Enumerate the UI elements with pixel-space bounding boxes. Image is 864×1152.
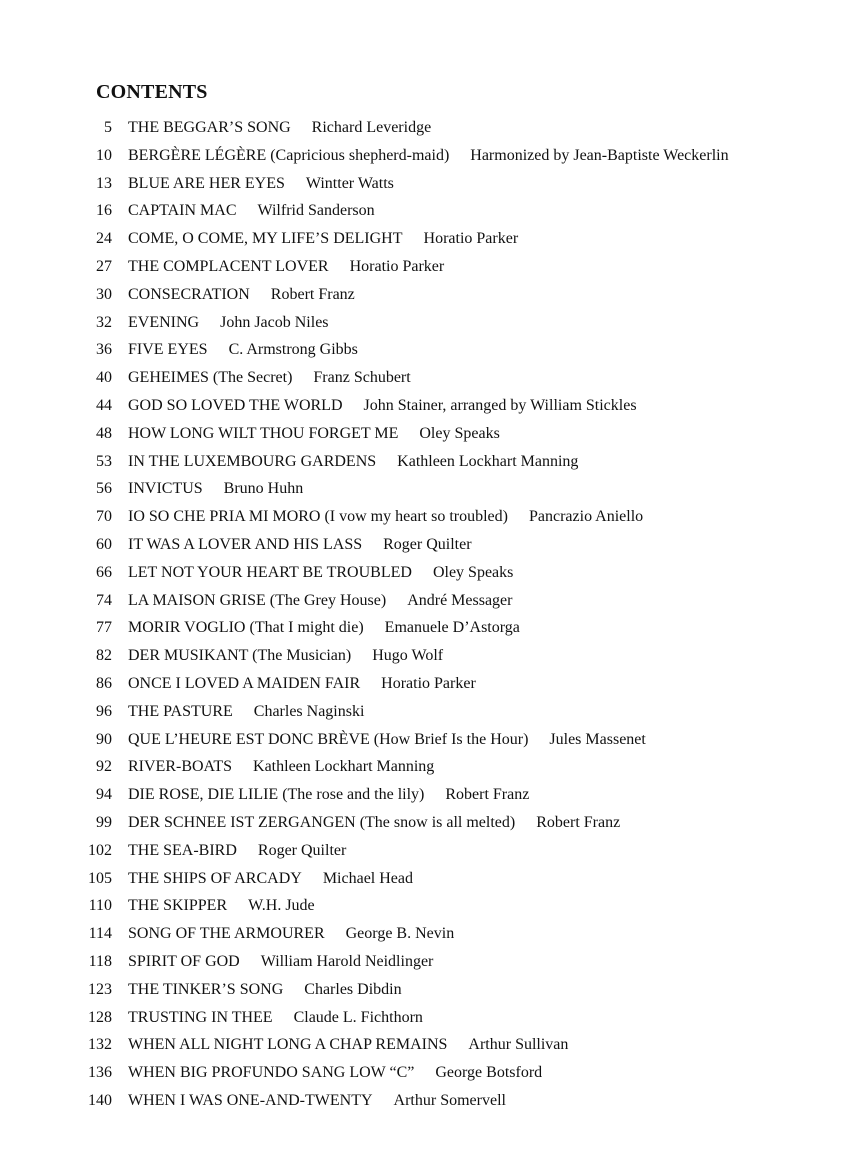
entry-composer: Kathleen Lockhart Manning [253, 758, 435, 776]
entry-song-title: THE SKIPPER [128, 897, 228, 915]
contents-entry [0, 397, 729, 425]
entry-song-title: GEHEIMES (The Secret) [128, 369, 293, 387]
entry-page-number: 44 [96, 396, 112, 414]
entry-composer: Horatio Parker [349, 257, 445, 275]
entry-song-title: THE PASTURE [128, 702, 233, 720]
entry-page-number: 60 [96, 535, 112, 553]
entry-page-number: 102 [88, 841, 112, 859]
entry-page-number: 27 [96, 257, 112, 275]
entry-page-number: 92 [96, 758, 112, 776]
entry-composer: Emanuele D’Astorga [384, 619, 520, 637]
entry-song-title: THE TINKER’S SONG [128, 980, 284, 998]
entry-page-number: 32 [96, 313, 112, 331]
entry-composer: Horatio Parker [381, 674, 476, 692]
entry-composer: Claude L. Fichthorn [293, 1008, 423, 1026]
contents-entry [0, 731, 729, 759]
entry-composer: Wintter Watts [305, 174, 394, 192]
page-title: CONTENTS [96, 81, 208, 103]
entry-song-title: HOW LONG WILT THOU FORGET ME [128, 424, 399, 442]
entry-page-number: 105 [88, 869, 112, 887]
entry-composer: Pancrazio Aniello [528, 508, 644, 526]
entry-song-title: DER MUSIKANT (The Musician) [128, 647, 352, 665]
contents-entry [0, 508, 729, 536]
entry-page-number: 16 [96, 202, 112, 220]
contents-entry [0, 953, 729, 981]
entry-composer: Arthur Sullivan [468, 1036, 569, 1054]
contents-entry [0, 202, 729, 230]
entry-composer: Franz Schubert [313, 369, 411, 387]
entry-song-title: TRUSTING IN THEE [128, 1008, 273, 1026]
entry-song-title: IT WAS A LOVER AND HIS LASS [128, 535, 363, 553]
entry-page-number: 140 [88, 1091, 112, 1109]
entry-composer: John Stainer, arranged by William Stickles [363, 396, 637, 414]
contents-entry [0, 592, 729, 620]
entry-song-title: DER SCHNEE IST ZERGANGEN (The snow is all melted) [128, 813, 516, 831]
entry-page-number: 53 [96, 452, 112, 470]
entry-song-title: CONSECRATION [128, 285, 250, 303]
contents-entry [0, 703, 729, 731]
contents-entry [0, 814, 729, 842]
entry-page-number: 74 [96, 591, 112, 609]
contents-entry [0, 647, 729, 675]
entry-composer: Arthur Somervell [393, 1091, 506, 1109]
entry-composer: Robert Franz [445, 786, 530, 804]
entry-composer: Charles Naginski [253, 702, 365, 720]
entry-song-title: WHEN I WAS ONE-AND-TWENTY [128, 1091, 373, 1109]
contents-entry [0, 564, 729, 592]
entry-page-number: 114 [88, 925, 112, 943]
entry-composer: Hugo Wolf [372, 647, 444, 665]
contents-entry [0, 842, 729, 870]
entry-composer: Richard Leveridge [311, 119, 432, 136]
entry-page-number: 118 [88, 952, 112, 970]
contents-list [0, 119, 729, 1120]
entry-composer: Oley Speaks [419, 424, 500, 442]
contents-entry [0, 119, 729, 147]
entry-page-number: 123 [88, 980, 112, 998]
entry-composer: Robert Franz [270, 285, 355, 303]
entry-song-title: ONCE I LOVED A MAIDEN FAIR [128, 674, 361, 692]
entry-song-title: CAPTAIN MAC [128, 202, 237, 220]
entry-page-number: 96 [96, 702, 112, 720]
contents-entry [0, 1064, 729, 1092]
contents-entry [0, 147, 729, 175]
contents-entry [0, 1092, 729, 1120]
entry-page-number: 99 [96, 813, 112, 831]
entry-composer: George B. Nevin [345, 925, 455, 943]
entry-page-number: 128 [88, 1008, 112, 1026]
contents-entry [0, 453, 729, 481]
entry-song-title: THE COMPLACENT LOVER [128, 257, 329, 275]
entry-composer: George Botsford [435, 1064, 543, 1082]
entry-composer: Wilfrid Sanderson [257, 202, 375, 220]
entry-page-number: 10 [96, 146, 112, 164]
contents-entry [0, 786, 729, 814]
contents-entry [0, 1009, 729, 1037]
entry-song-title: IO SO CHE PRIA MI MORO (I vow my heart so troubled) [128, 508, 508, 526]
entry-page-number: 136 [88, 1064, 112, 1082]
entry-page-number: 56 [96, 480, 112, 498]
entry-song-title: GOD SO LOVED THE WORLD [128, 396, 343, 414]
entry-song-title: INVICTUS [128, 480, 203, 498]
entry-page-number: 132 [88, 1036, 112, 1054]
entry-page-number: 86 [96, 674, 112, 692]
contents-entry [0, 286, 729, 314]
entry-song-title: SONG OF THE ARMOURER [128, 925, 325, 943]
entry-page-number: 94 [96, 786, 112, 804]
entry-composer: Roger Quilter [383, 535, 472, 553]
entry-song-title: LA MAISON GRISE (The Grey House) [128, 591, 387, 609]
contents-entry [0, 314, 729, 342]
entry-song-title: LET NOT YOUR HEART BE TROUBLED [128, 563, 412, 581]
entry-song-title: WHEN ALL NIGHT LONG A CHAP REMAINS [128, 1036, 448, 1054]
contents-entry [0, 258, 729, 286]
entry-composer: Oley Speaks [432, 563, 514, 581]
contents-entry [0, 425, 729, 453]
entry-page-number: 48 [96, 424, 112, 442]
contents-entry [0, 175, 729, 203]
entry-song-title: IN THE LUXEMBOURG GARDENS [128, 452, 377, 470]
entry-song-title: BERGÈRE LÉGÈRE (Capricious shepherd-maid) [128, 146, 450, 164]
entry-composer: William Harold Neidlinger [260, 952, 434, 970]
entry-song-title: SPIRIT OF GOD [128, 952, 240, 970]
entry-song-title: COME, O COME, MY LIFE’S DELIGHT [128, 230, 403, 248]
entry-composer: André Messager [407, 591, 513, 609]
entry-composer: Charles Dibdin [304, 980, 402, 998]
entry-song-title: DIE ROSE, DIE LILIE (The rose and the lily) [128, 786, 425, 804]
entry-song-title: WHEN BIG PROFUNDO SANG LOW “C” [128, 1064, 415, 1082]
entry-composer: Harmonized by Jean-Baptiste Weckerlin [470, 146, 729, 164]
contents-entry [0, 897, 729, 925]
entry-song-title: THE SHIPS OF ARCADY [128, 869, 302, 887]
entry-song-title: MORIR VOGLIO (That I might die) [128, 619, 364, 637]
entry-page-number: 110 [88, 897, 112, 915]
entry-page-number: 30 [96, 285, 112, 303]
entry-composer: Robert Franz [536, 813, 621, 831]
entry-composer: Bruno Huhn [223, 480, 304, 498]
entry-song-title: BLUE ARE HER EYES [128, 174, 285, 192]
contents-entry [0, 675, 729, 703]
contents-entry [0, 981, 729, 1009]
entry-song-title: FIVE EYES [128, 341, 208, 359]
entry-page-number: 5 [104, 119, 112, 136]
entry-page-number: 13 [96, 174, 112, 192]
entry-song-title: QUE L’HEURE EST DONC BRÈVE (How Brief Is the Hour) [128, 730, 529, 748]
contents-entry [0, 341, 729, 369]
entry-song-title: EVENING [128, 313, 200, 331]
entry-composer: Michael Head [322, 869, 413, 887]
entry-composer: Horatio Parker [423, 230, 519, 248]
entry-page-number: 82 [96, 647, 112, 665]
entry-page-number: 40 [96, 369, 112, 387]
entry-composer: Jules Massenet [549, 730, 646, 748]
contents-entry [0, 369, 729, 397]
contents-entry [0, 536, 729, 564]
entry-page-number: 24 [96, 230, 112, 248]
entry-composer: Roger Quilter [257, 841, 347, 859]
contents-entry [0, 758, 729, 786]
contents-entry [0, 480, 729, 508]
entry-composer: Kathleen Lockhart Manning [397, 452, 579, 470]
entry-page-number: 70 [96, 508, 112, 526]
entry-song-title: THE BEGGAR’S SONG [128, 119, 291, 136]
contents-entry [0, 870, 729, 898]
entry-page-number: 90 [96, 730, 112, 748]
entry-page-number: 36 [96, 341, 112, 359]
contents-entry [0, 1036, 729, 1064]
entry-page-number: 77 [96, 619, 112, 637]
entry-composer: W.H. Jude [248, 897, 315, 915]
contents-entry [0, 619, 729, 647]
entry-song-title: RIVER-BOATS [128, 758, 233, 776]
contents-entry [0, 925, 729, 953]
entry-song-title: THE SEA-BIRD [128, 841, 237, 859]
entry-composer: C. Armstrong Gibbs [228, 341, 358, 359]
entry-composer: John Jacob Niles [220, 313, 329, 331]
entry-page-number: 66 [96, 563, 112, 581]
contents-entry [0, 230, 729, 258]
